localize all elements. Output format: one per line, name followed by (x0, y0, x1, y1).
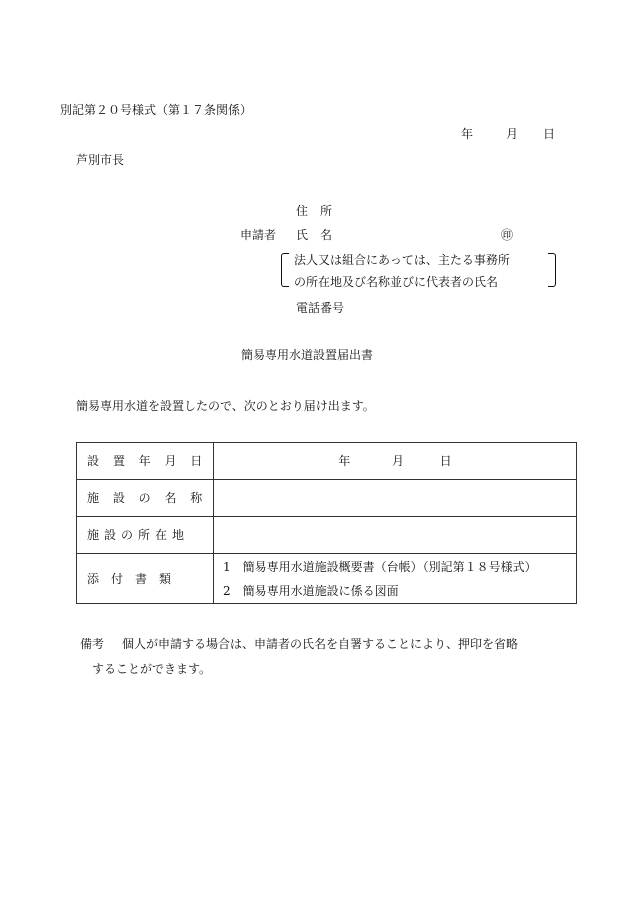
bracket-right (548, 253, 556, 287)
document-title: 簡易専用水道設置届出書 (241, 348, 374, 362)
row-facility-name (77, 480, 577, 517)
addressee: 芦別市長 (76, 153, 125, 167)
attachment-item-1: 1 簡易専用水道施設概要書（台帳）（別記第１８号様式） (223, 559, 537, 574)
install-date-label: 設 置 年 月 日 (87, 454, 208, 468)
row-install-date (77, 443, 577, 480)
date-day: 日 (543, 127, 556, 141)
facility-name-value[interactable] (214, 480, 577, 517)
label-cell (77, 517, 214, 554)
label-cell (77, 480, 214, 517)
attachments-value (214, 554, 577, 604)
label-cell (77, 554, 214, 604)
install-date-value[interactable] (214, 443, 577, 480)
seal-mark: ㊞ (501, 228, 514, 242)
facility-location-label: 施設の所在地 (87, 528, 190, 542)
date-year: 年 (461, 127, 474, 141)
facility-location-value[interactable] (214, 517, 577, 554)
phone-label: 電話番号 (296, 301, 345, 315)
date-month: 月 (506, 127, 519, 141)
name-label: 氏 名 (296, 228, 333, 242)
bracket-left (281, 253, 289, 287)
remarks-line2: することができます。 (92, 662, 212, 676)
facility-name-label: 施 設 の 名 称 (87, 491, 208, 505)
install-day: 日 (439, 454, 452, 468)
row-attachments (77, 554, 577, 604)
applicant-label: 申請者 (240, 228, 277, 242)
row-facility-location (77, 517, 577, 554)
corp-note-line1: 法人又は組合にあっては、主たる事務所 (294, 253, 510, 267)
corp-note-line2: の所在地及び名称並びに代表者の氏名 (294, 275, 499, 289)
address-label: 住 所 (296, 204, 333, 218)
install-year: 年 (338, 454, 351, 468)
intro-text: 簡易専用水道を設置したので、次のとおり届け出ます。 (76, 399, 375, 413)
remarks-line1: 個人が申請する場合は、申請者の氏名を自署することにより、押印を省略 (122, 637, 519, 651)
attachments-label: 添 付 書 類 (87, 571, 172, 586)
notification-table (76, 442, 577, 604)
label-cell (77, 443, 214, 480)
remarks-label: 備考 (80, 637, 105, 651)
attachment-item-2: 2 簡易専用水道施設に係る図面 (223, 583, 399, 598)
install-month: 月 (391, 454, 404, 468)
form-number: 別記第２０号様式（第１７条関係） (60, 103, 253, 117)
